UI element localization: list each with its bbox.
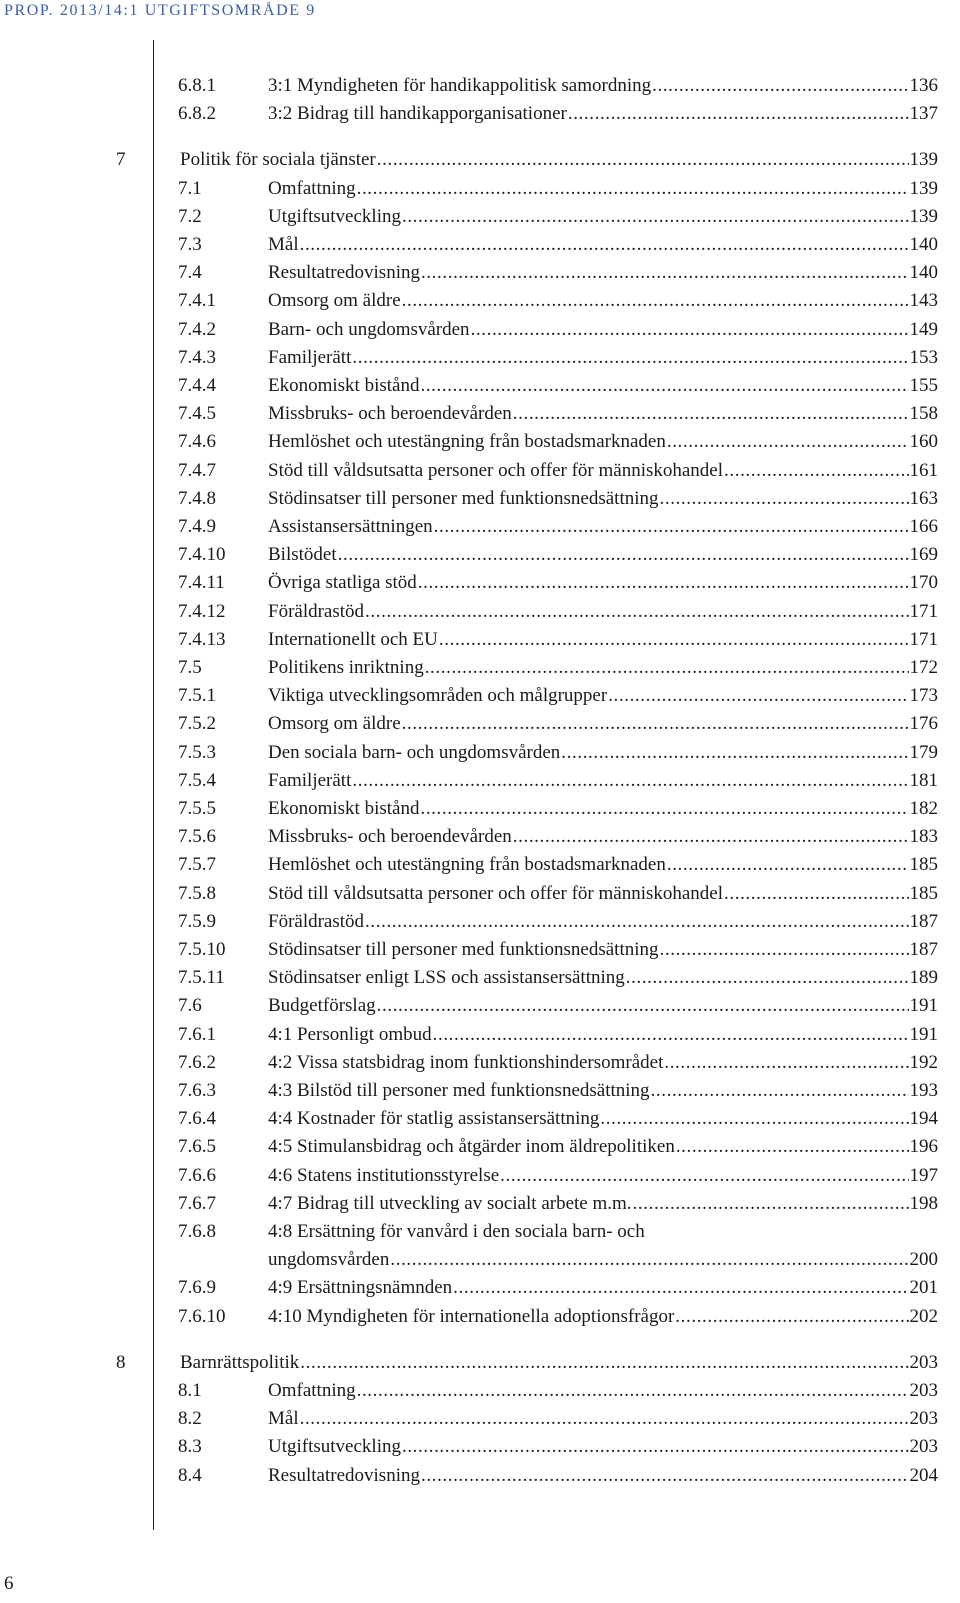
toc-entry-number: 8.2 xyxy=(178,1408,202,1430)
toc-entry-page: 201 xyxy=(909,1277,938,1299)
toc-entry-title: Missbruks- och beroendevården xyxy=(268,826,512,848)
toc-entry[interactable] xyxy=(0,682,960,710)
toc-entry[interactable] xyxy=(0,1105,960,1133)
toc-entry-number: 7.6.5 xyxy=(178,1136,216,1158)
toc-entry-title: 4:8 Ersättning för vanvård i den sociala barn- och xyxy=(268,1221,645,1242)
toc-entry-number: 6.8.2 xyxy=(178,103,216,125)
toc-entry-number: 7.5.1 xyxy=(178,685,216,707)
toc-entry-page: 176 xyxy=(909,713,938,735)
toc-entry-title: Stöd till våldsutsatta personer och offer för människohandel xyxy=(268,459,724,481)
dot-leader xyxy=(433,1021,909,1049)
toc-entry[interactable] xyxy=(0,739,960,767)
toc-entry[interactable] xyxy=(0,569,960,597)
toc-entry-title: Utgiftsutveckling xyxy=(268,205,401,227)
toc-entry[interactable] xyxy=(0,654,960,682)
toc-entry[interactable] xyxy=(0,1049,960,1077)
toc-entry-number: 7.4.8 xyxy=(178,487,216,509)
dot-leader xyxy=(434,513,909,541)
toc-entry[interactable] xyxy=(0,1133,960,1161)
toc-entry-title: Hemlöshet och utestängning från bostadsmarknaden xyxy=(268,431,666,453)
toc-entry-title: 4:6 Statens institutionsstyrelse xyxy=(268,1164,500,1186)
toc-entry-title: Stödinsatser enligt LSS och assistansersättning xyxy=(268,967,625,989)
toc-entry-page: 204 xyxy=(909,1464,938,1486)
toc-chapter-title: Barnrättspolitik xyxy=(180,1351,300,1373)
toc-entry[interactable] xyxy=(0,316,960,344)
toc-entry[interactable] xyxy=(0,823,960,851)
toc-entry-page: 181 xyxy=(909,769,938,791)
toc-entry-page: 169 xyxy=(909,544,938,566)
toc-entry-page: 170 xyxy=(909,572,938,594)
toc-entry-page: 191 xyxy=(909,995,938,1017)
toc-entry-title: Mål xyxy=(268,1408,299,1430)
toc-entry-page: 203 xyxy=(909,1380,938,1401)
toc-entry-page: 189 xyxy=(909,967,938,989)
dot-leader xyxy=(724,457,908,485)
toc-entry[interactable] xyxy=(0,767,960,795)
toc-entry-page: 158 xyxy=(909,403,938,425)
toc-chapter-page: 203 xyxy=(909,1351,938,1373)
toc-chapter-number: 8 xyxy=(116,1351,126,1373)
toc-entry-page: 185 xyxy=(909,854,938,876)
toc-entry-number: 7.6.8 xyxy=(178,1221,216,1242)
dot-leader xyxy=(568,100,909,128)
toc-entry-page: 196 xyxy=(909,1136,938,1158)
toc-entry-number: 7.5.3 xyxy=(178,741,216,763)
dot-leader xyxy=(402,710,909,738)
dot-leader xyxy=(300,1349,908,1377)
toc-entry-page: 160 xyxy=(909,431,938,453)
dot-leader xyxy=(724,880,908,908)
toc-entry-title: Omsorg om äldre xyxy=(268,713,401,735)
dot-leader xyxy=(561,739,908,767)
toc-entry[interactable] xyxy=(0,880,960,908)
toc-entry-page: 137 xyxy=(909,103,938,125)
toc-entry-page: 179 xyxy=(909,741,938,763)
toc-entry[interactable] xyxy=(0,1162,960,1190)
toc-entry-number: 7.6.10 xyxy=(178,1305,226,1327)
toc-entry-title: 3:1 Myndigheten för handikappolitisk samordning xyxy=(268,75,652,96)
toc-entry[interactable] xyxy=(0,1405,960,1433)
toc-entry-title: Omsorg om äldre xyxy=(268,290,401,312)
toc-entry-number: 7.6.4 xyxy=(178,1108,216,1130)
toc-entry-page: 202 xyxy=(909,1305,938,1327)
toc-entry-number: 7.2 xyxy=(178,205,202,227)
toc-entry-number: 7.5.5 xyxy=(178,798,216,819)
toc-entry-title: 3:2 Bidrag till handikapporganisationer xyxy=(268,103,567,125)
toc-entry[interactable] xyxy=(0,908,960,936)
dot-leader xyxy=(626,964,909,992)
toc-entry-number: 7.3 xyxy=(178,234,202,255)
toc-entry-number: 7.6.2 xyxy=(178,1051,216,1073)
toc-entry-number: 7.4.11 xyxy=(178,572,225,594)
toc-entry-number: 7.6.1 xyxy=(178,1023,216,1045)
toc-entry-page: 197 xyxy=(909,1164,938,1186)
toc-entry-number: 7.4.12 xyxy=(178,600,226,622)
dot-leader xyxy=(377,146,909,174)
toc-entry-title: Övriga statliga stöd xyxy=(268,572,417,594)
toc-entry-title: Föräldrastöd xyxy=(268,910,365,932)
toc-entry[interactable] xyxy=(0,372,960,400)
toc-entry-title: Resultatredovisning xyxy=(268,1464,420,1486)
toc-entry-continuation[interactable] xyxy=(0,1246,960,1274)
dot-leader xyxy=(453,1274,908,1302)
toc-entry[interactable] xyxy=(0,936,960,964)
dot-leader xyxy=(402,287,909,315)
toc-entry-number: 7.6.7 xyxy=(178,1192,216,1214)
toc-entry-page: 191 xyxy=(909,1023,938,1045)
dot-leader xyxy=(300,231,909,259)
toc-entry[interactable] xyxy=(0,400,960,428)
toc-entry[interactable] xyxy=(0,457,960,485)
toc-entry-page: 203 xyxy=(909,1436,938,1458)
toc-entry[interactable] xyxy=(0,851,960,879)
toc-entry-page: 198 xyxy=(909,1192,938,1214)
toc-entry-page: 155 xyxy=(909,375,938,396)
toc-entry[interactable] xyxy=(0,1462,960,1490)
dot-leader xyxy=(664,1049,908,1077)
toc-entry-page: 140 xyxy=(909,234,938,255)
toc-chapter[interactable] xyxy=(0,1349,960,1377)
toc-entry-page: 173 xyxy=(909,685,938,707)
toc-entry-number: 8.3 xyxy=(178,1436,202,1458)
toc-entry-title: Familjerätt xyxy=(268,769,352,791)
dot-leader xyxy=(667,428,909,456)
toc-entry[interactable] xyxy=(0,1190,960,1218)
toc-entry[interactable] xyxy=(0,992,960,1020)
toc-entry[interactable] xyxy=(0,428,960,456)
dot-leader xyxy=(676,1133,909,1161)
toc-entry[interactable] xyxy=(0,1274,960,1302)
toc-chapter-page: 139 xyxy=(909,149,938,171)
toc-entry-number: 7.5.8 xyxy=(178,882,216,904)
dot-leader xyxy=(660,936,909,964)
toc-entry-number: 6.8.1 xyxy=(178,75,216,96)
toc-entry-title: Barn- och ungdomsvården xyxy=(268,318,470,340)
toc-entry[interactable] xyxy=(0,259,960,287)
toc-entry-title: 4:3 Bilstöd till personer med funktionsnedsättning xyxy=(268,1080,650,1101)
toc-entry-number: 7.4.6 xyxy=(178,431,216,453)
toc-entry-number: 7.4.10 xyxy=(178,544,226,566)
toc-entry-title: Mål xyxy=(268,234,299,255)
dot-leader xyxy=(421,259,909,287)
toc-entry-page: 136 xyxy=(909,75,938,96)
toc-entry-page: 192 xyxy=(909,1051,938,1073)
toc-entry-page: 139 xyxy=(909,177,938,199)
toc-entry-number: 7.4.9 xyxy=(178,516,216,537)
toc-entry-title: Stöd till våldsutsatta personer och offer för människohandel xyxy=(268,882,724,904)
dot-leader xyxy=(365,598,908,626)
toc-entry[interactable] xyxy=(0,1303,960,1331)
dot-leader xyxy=(500,1162,908,1190)
toc-entry[interactable] xyxy=(0,203,960,231)
toc-entry-number: 7.5.4 xyxy=(178,769,216,791)
toc-entry-title: 4:7 Bidrag till utveckling av socialt arbete m.m. xyxy=(268,1192,632,1214)
toc-entry-number: 7.6.3 xyxy=(178,1080,216,1101)
dot-leader xyxy=(652,72,908,100)
dot-leader xyxy=(421,1462,909,1490)
toc-entry-number: 7.5.11 xyxy=(178,967,225,989)
toc-entry-title-continued: ungdomsvården xyxy=(268,1249,390,1271)
toc-entry-title: 4:9 Ersättningsnämnden xyxy=(268,1277,453,1299)
dot-leader xyxy=(513,400,909,428)
dot-leader xyxy=(660,485,909,513)
toc-entry[interactable] xyxy=(0,1021,960,1049)
dot-leader xyxy=(402,1433,909,1461)
dot-leader xyxy=(418,569,909,597)
toc-entry[interactable] xyxy=(0,100,960,128)
toc-entry[interactable] xyxy=(0,72,960,100)
dot-leader xyxy=(667,851,909,879)
dot-leader xyxy=(608,682,908,710)
dot-leader xyxy=(425,654,909,682)
toc-entry-title: Internationellt och EU xyxy=(268,628,438,650)
toc-entry-title: 4:5 Stimulansbidrag och åtgärder inom äldrepolitiken xyxy=(268,1136,675,1158)
toc-entry-number: 7.5.6 xyxy=(178,826,216,848)
toc-entry-number: 7.1 xyxy=(178,177,202,199)
toc-entry[interactable] xyxy=(0,344,960,372)
toc-entry-page: 200 xyxy=(909,1249,938,1271)
dot-leader xyxy=(633,1190,909,1218)
toc-entry[interactable] xyxy=(0,1077,960,1105)
toc-entry[interactable] xyxy=(0,626,960,654)
toc-entry-page: 203 xyxy=(909,1408,938,1430)
toc-entry-page: 163 xyxy=(909,487,938,509)
toc-entry-number: 7.4.7 xyxy=(178,459,216,481)
dot-leader xyxy=(675,1303,908,1331)
toc-chapter-number: 7 xyxy=(116,149,126,171)
toc-entry-page: 185 xyxy=(909,882,938,904)
toc-entry[interactable] xyxy=(0,1218,960,1246)
toc-entry-title: Missbruks- och beroendevården xyxy=(268,403,512,425)
dot-leader xyxy=(471,316,909,344)
toc-entry-title: Stödinsatser till personer med funktionsnedsättning xyxy=(268,939,659,960)
toc-entry-title: 4:2 Vissa statsbidrag inom funktionshindersområdet xyxy=(268,1051,664,1073)
toc-entry-title: Budgetförslag xyxy=(268,995,376,1017)
toc-entry[interactable] xyxy=(0,513,960,541)
toc-entry-title: 4:1 Personligt ombud xyxy=(268,1023,432,1045)
toc-entry-page: 149 xyxy=(909,318,938,340)
dot-leader xyxy=(357,1377,909,1405)
toc-entry-number: 7.4 xyxy=(178,262,202,284)
dot-leader xyxy=(390,1246,908,1274)
dot-leader xyxy=(420,795,908,823)
dot-leader xyxy=(338,541,909,569)
toc-entry[interactable] xyxy=(0,175,960,203)
toc-entry[interactable] xyxy=(0,287,960,315)
toc-entry-number: 7.4.5 xyxy=(178,403,216,425)
toc-entry-page: 139 xyxy=(909,205,938,227)
dot-leader xyxy=(402,203,909,231)
running-header: PROP. 2013/14:1 UTGIFTSOMRÅDE 9 xyxy=(4,2,316,19)
toc-entry-title: Föräldrastöd xyxy=(268,600,365,622)
toc-entry[interactable] xyxy=(0,598,960,626)
toc-entry[interactable] xyxy=(0,710,960,738)
toc-entry-title: Politikens inriktning xyxy=(268,657,424,678)
toc-entry-title: Bilstödet xyxy=(268,544,337,566)
toc-entry[interactable] xyxy=(0,1433,960,1461)
toc-entry-title: Ekonomiskt bistånd xyxy=(268,798,420,819)
toc-entry-title: Stödinsatser till personer med funktionsnedsättning xyxy=(268,487,659,509)
toc-entry-page: 166 xyxy=(909,516,938,537)
toc-entry-page: 161 xyxy=(909,459,938,481)
toc-entry-number: 7.5.9 xyxy=(178,910,216,932)
toc-entry-title: Omfattning xyxy=(268,1380,356,1401)
dot-leader xyxy=(513,823,909,851)
dot-leader xyxy=(420,372,908,400)
toc-entry-page: 194 xyxy=(909,1108,938,1130)
toc-entry-title: Hemlöshet och utestängning från bostadsmarknaden xyxy=(268,854,666,876)
toc-entry-number: 7.4.4 xyxy=(178,375,216,396)
toc-entry-page: 187 xyxy=(909,910,938,932)
toc-entry-number: 7.5.7 xyxy=(178,854,216,876)
toc-entry[interactable] xyxy=(0,795,960,823)
toc-entry-page: 171 xyxy=(909,628,938,650)
toc-entry-number: 8.4 xyxy=(178,1464,202,1486)
toc-chapter-title: Politik för sociala tjänster xyxy=(180,149,376,171)
toc-entry[interactable] xyxy=(0,485,960,513)
toc-entry-page: 193 xyxy=(909,1080,938,1101)
toc-chapter[interactable] xyxy=(0,146,960,174)
toc-entry-number: 7.4.3 xyxy=(178,346,216,368)
toc-entry-title: 4:4 Kostnader för statlig assistansersättning xyxy=(268,1108,600,1130)
toc-entry-number: 7.5.10 xyxy=(178,939,226,960)
toc-entry-number: 8.1 xyxy=(178,1380,202,1401)
toc-entry-number: 7.5.2 xyxy=(178,713,216,735)
dot-leader xyxy=(352,344,908,372)
toc-entry-page: 143 xyxy=(909,290,938,312)
toc-entry-title: Ekonomiskt bistånd xyxy=(268,375,420,396)
toc-entry-title: Familjerätt xyxy=(268,346,352,368)
toc-entry-title: Den sociala barn- och ungdomsvården xyxy=(268,741,561,763)
dot-leader xyxy=(600,1105,908,1133)
toc-entry-title: Utgiftsutveckling xyxy=(268,1436,401,1458)
toc-entry-page: 182 xyxy=(909,798,938,819)
page-number: 6 xyxy=(4,1573,14,1594)
dot-leader xyxy=(365,908,908,936)
toc-entry-page: 171 xyxy=(909,600,938,622)
dot-leader xyxy=(439,626,909,654)
toc-entry-page: 140 xyxy=(909,262,938,284)
toc-entry-number: 7.6.6 xyxy=(178,1164,216,1186)
toc-entry-page: 172 xyxy=(909,657,938,678)
toc-entry[interactable] xyxy=(0,541,960,569)
toc-entry-page: 183 xyxy=(909,826,938,848)
toc-entry-title: Omfattning xyxy=(268,177,356,199)
dot-leader xyxy=(300,1405,909,1433)
toc-entry-number: 7.6 xyxy=(178,995,202,1017)
toc-entry-number: 7.4.2 xyxy=(178,318,216,340)
toc-entry[interactable] xyxy=(0,231,960,259)
toc-entry-number: 7.4.13 xyxy=(178,628,226,650)
dot-leader xyxy=(377,992,909,1020)
toc-entry-page: 153 xyxy=(909,346,938,368)
dot-leader xyxy=(651,1077,909,1105)
toc-entry-page: 187 xyxy=(909,939,938,960)
dot-leader xyxy=(357,175,909,203)
toc-entry-number: 7.6.9 xyxy=(178,1277,216,1299)
toc-entry[interactable] xyxy=(0,964,960,992)
toc-entry-title: Assistansersättningen xyxy=(268,516,433,537)
toc-entry-number: 7.5 xyxy=(178,657,202,678)
toc-entry[interactable] xyxy=(0,1377,960,1405)
toc-entry-title: Resultatredovisning xyxy=(268,262,420,284)
dot-leader xyxy=(352,767,908,795)
toc-entry-title: Viktiga utvecklingsområden och målgrupper xyxy=(268,685,608,707)
toc-entry-title: 4:10 Myndigheten för internationella adoptionsfrågor xyxy=(268,1305,675,1327)
toc-entry-number: 7.4.1 xyxy=(178,290,216,312)
